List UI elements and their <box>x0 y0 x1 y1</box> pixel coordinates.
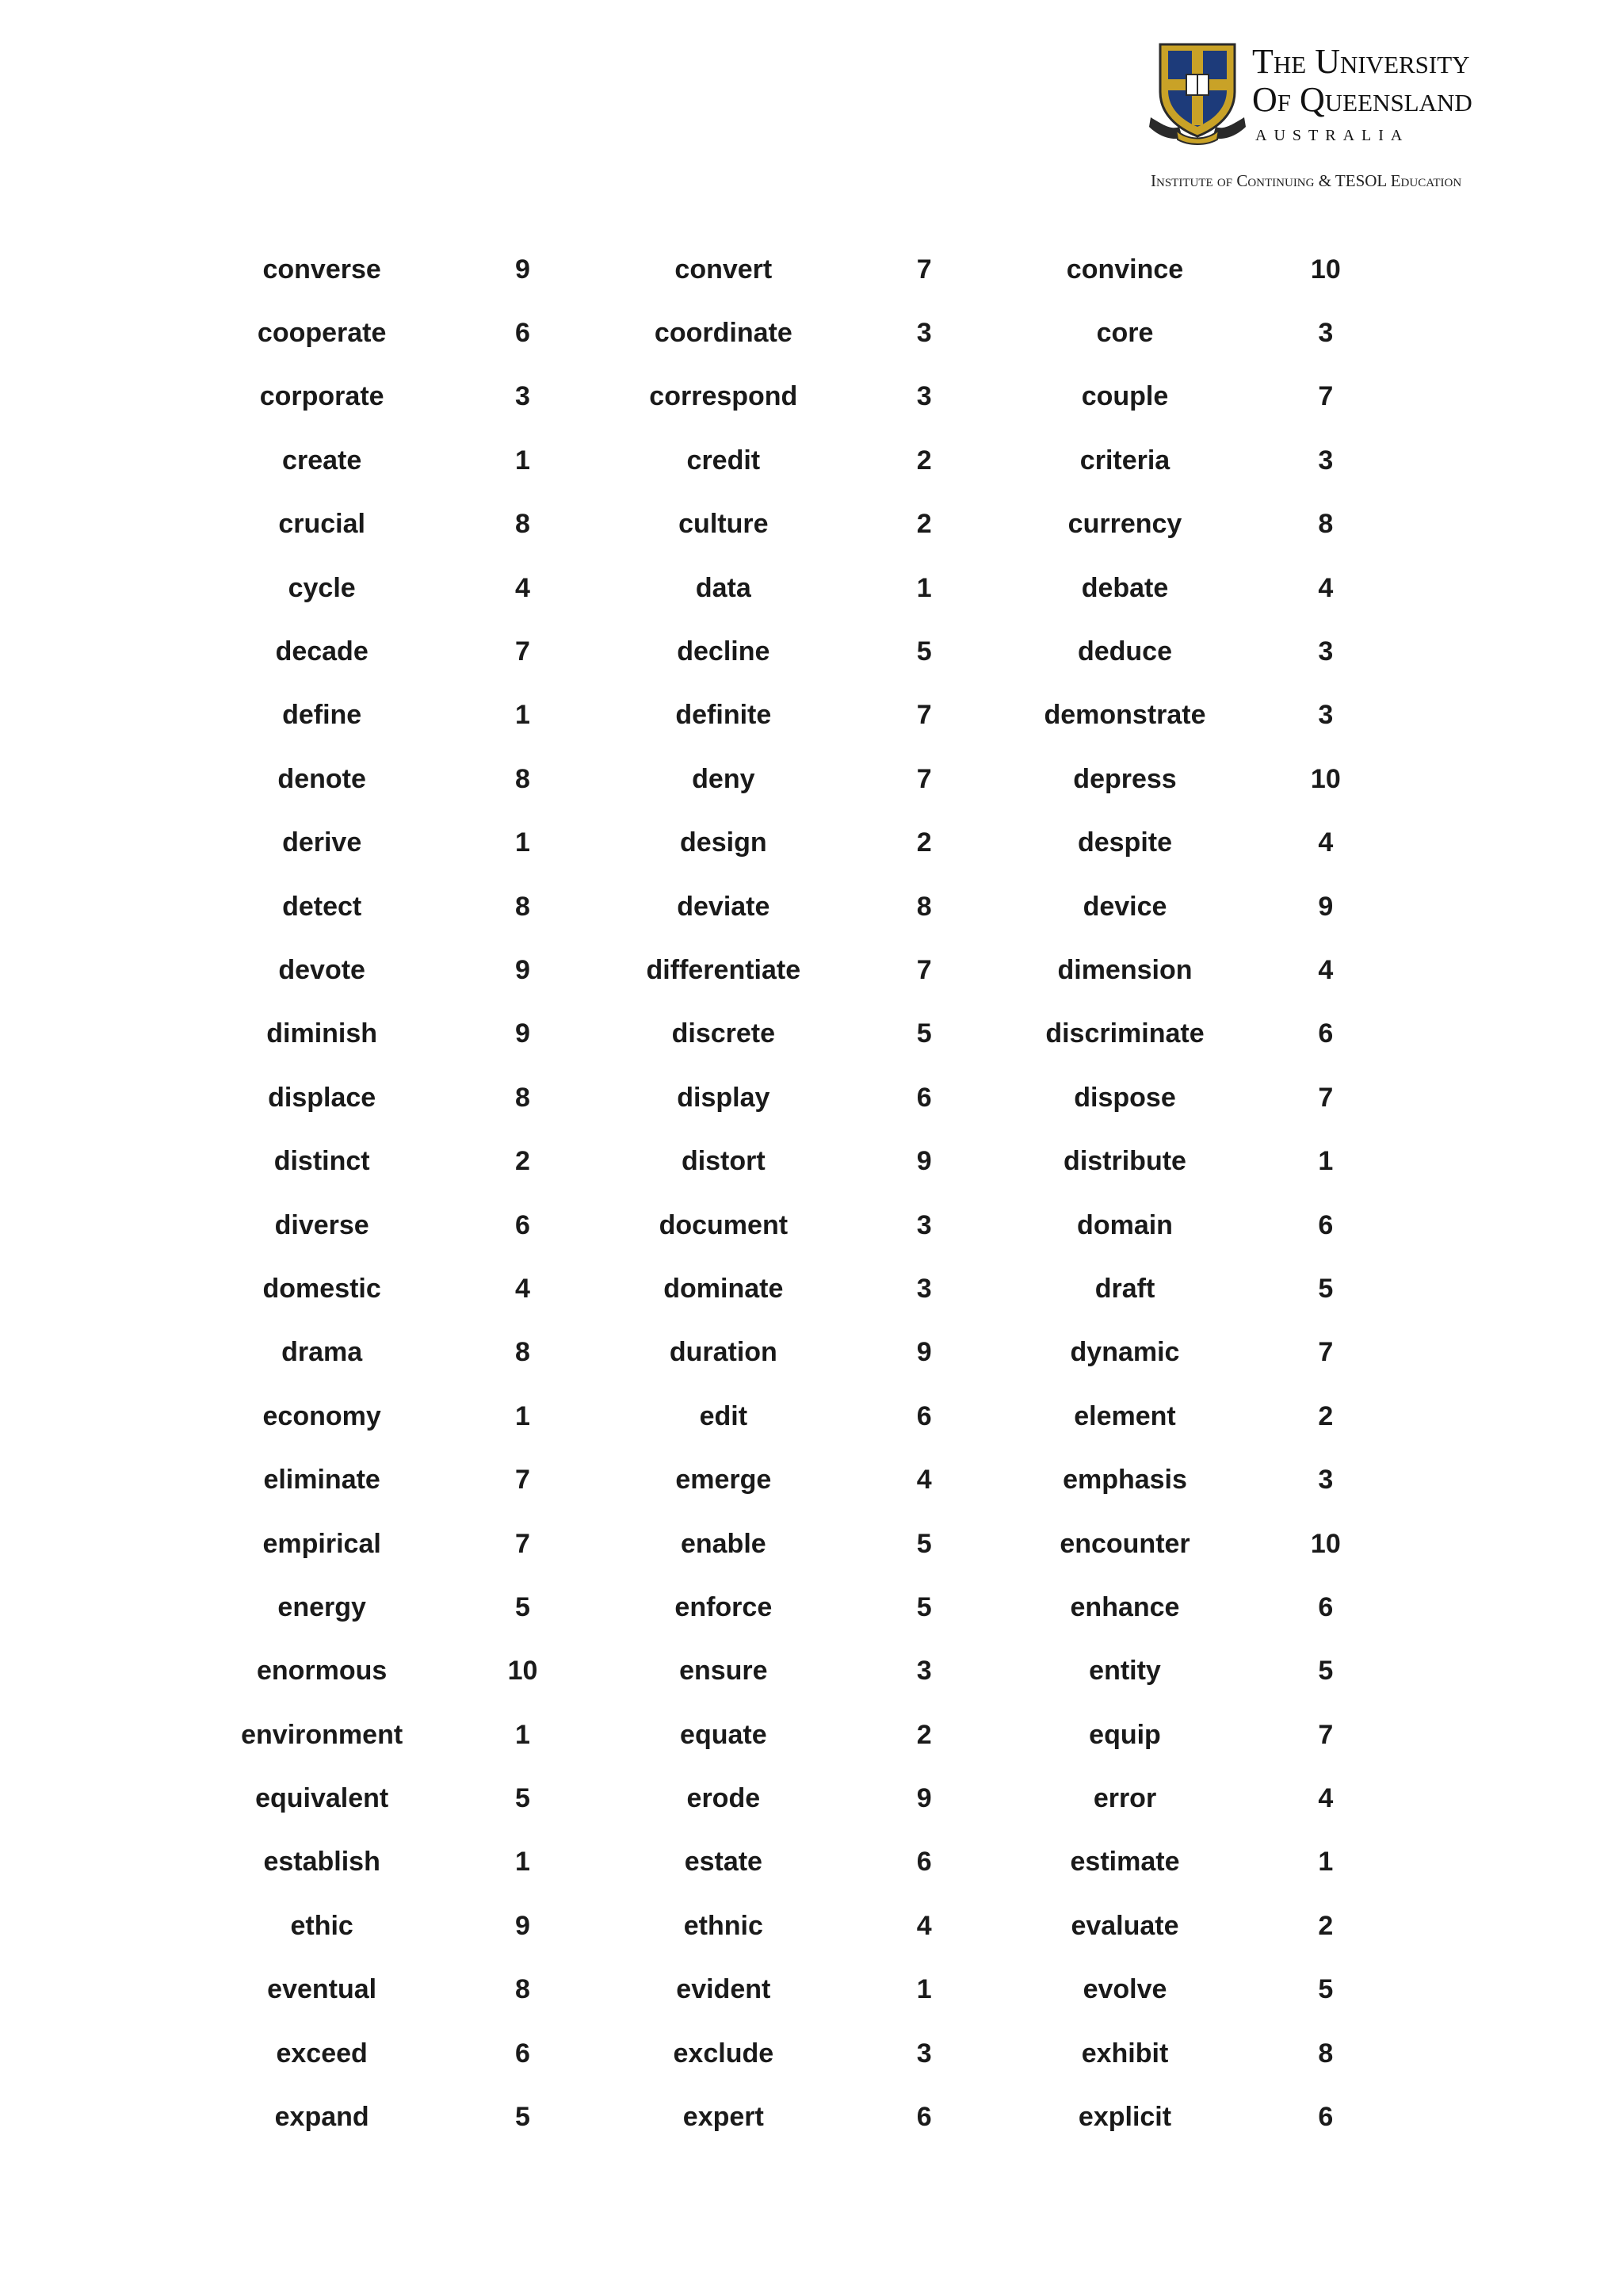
sublist-number-cell: 1 <box>515 445 530 476</box>
word-cell: convince <box>1066 254 1184 285</box>
word-cell: dispose <box>1074 1082 1176 1113</box>
sublist-number-cell: 5 <box>916 1018 932 1049</box>
sublist-number-cell: 7 <box>916 700 932 731</box>
university-header <box>1148 41 1512 200</box>
sublist-number-cell: 4 <box>1318 1783 1334 1814</box>
table-row <box>206 620 1411 683</box>
word-cell: edit <box>699 1400 748 1431</box>
sublist-number-cell: 7 <box>515 636 530 667</box>
word-cell: enforce <box>674 1591 773 1622</box>
word-cell: device <box>1083 891 1167 922</box>
word-cell: ensure <box>679 1656 768 1687</box>
sublist-number-cell: 8 <box>515 891 530 922</box>
sublist-number-cell: 1 <box>515 1847 530 1878</box>
table-row <box>206 2085 1411 2149</box>
sublist-number-cell: 3 <box>916 381 932 412</box>
sublist-number-cell: 1 <box>515 700 530 731</box>
word-cell: despite <box>1077 827 1173 858</box>
sublist-number-cell: 3 <box>916 1273 932 1304</box>
sublist-number-cell: 2 <box>916 445 932 476</box>
sublist-number-cell: 6 <box>1318 2102 1334 2133</box>
word-cell: enhance <box>1070 1591 1180 1622</box>
sublist-number-cell: 7 <box>1318 1082 1334 1113</box>
word-cell: exceed <box>276 2038 368 2069</box>
sublist-number-cell: 9 <box>916 1146 932 1177</box>
word-cell: cooperate <box>257 318 387 349</box>
word-cell: convert <box>674 254 773 285</box>
table-row <box>206 1321 1411 1385</box>
word-cell: distinct <box>273 1146 370 1177</box>
table-row <box>206 493 1411 556</box>
sublist-number-cell: 3 <box>1318 636 1334 667</box>
word-cell: error <box>1093 1783 1157 1814</box>
sublist-number-cell: 7 <box>916 954 932 985</box>
word-cell: detect <box>282 891 362 922</box>
sublist-number-cell: 4 <box>1318 954 1334 985</box>
sublist-number-cell: 5 <box>916 1528 932 1559</box>
sublist-number-cell: 7 <box>916 763 932 794</box>
sublist-number-cell: 6 <box>916 1847 932 1878</box>
sublist-number-cell: 7 <box>916 254 932 285</box>
sublist-number-cell: 9 <box>916 1783 932 1814</box>
sublist-number-cell: 3 <box>515 381 530 412</box>
sublist-number-cell: 2 <box>916 509 932 540</box>
word-cell: establish <box>263 1847 380 1878</box>
word-cell: dimension <box>1057 954 1193 985</box>
word-cell: deduce <box>1077 636 1173 667</box>
sublist-number-cell: 5 <box>1318 1273 1334 1304</box>
table-row <box>206 1512 1411 1576</box>
word-cell: derive <box>282 827 362 858</box>
sublist-number-cell: 9 <box>916 1337 932 1368</box>
sublist-number-cell: 4 <box>916 1910 932 1941</box>
word-cell: dominate <box>663 1273 784 1304</box>
word-cell: distort <box>681 1146 766 1177</box>
sublist-number-cell: 9 <box>515 954 530 985</box>
word-cell: empirical <box>262 1528 381 1559</box>
word-cell: erode <box>686 1783 761 1814</box>
word-cell: demonstrate <box>1044 700 1206 731</box>
table-row <box>206 938 1411 1002</box>
word-cell: eventual <box>267 1974 377 2005</box>
word-cell: economy <box>262 1400 381 1431</box>
word-cell: equip <box>1089 1719 1161 1750</box>
word-cell: estate <box>684 1847 762 1878</box>
university-country: AUSTRALIA <box>1255 127 1410 144</box>
table-row <box>206 1831 1411 1894</box>
table-row <box>206 1576 1411 1639</box>
sublist-number-cell: 4 <box>916 1465 932 1496</box>
table-row <box>206 1003 1411 1066</box>
word-cell: correspond <box>649 381 798 412</box>
sublist-number-cell: 6 <box>916 1082 932 1113</box>
word-cell: discriminate <box>1045 1018 1205 1049</box>
word-cell: exhibit <box>1081 2038 1169 2069</box>
word-cell: decline <box>677 636 770 667</box>
table-row <box>206 2022 1411 2085</box>
sublist-number-cell: 2 <box>1318 1910 1334 1941</box>
word-cell: duration <box>669 1337 777 1368</box>
university-name-line1: The University <box>1252 42 1470 81</box>
word-cell: diminish <box>266 1018 378 1049</box>
sublist-number-cell: 5 <box>1318 1974 1334 2005</box>
sublist-number-cell: 1 <box>1318 1847 1334 1878</box>
sublist-number-cell: 1 <box>916 1974 932 2005</box>
word-cell: corporate <box>259 381 384 412</box>
sublist-number-cell: 6 <box>1318 1591 1334 1622</box>
sublist-number-cell: 8 <box>1318 2038 1334 2069</box>
word-cell: element <box>1074 1400 1176 1431</box>
sublist-number-cell: 7 <box>1318 381 1334 412</box>
table-row <box>206 1385 1411 1448</box>
sublist-number-cell: 6 <box>1318 1018 1334 1049</box>
university-crest-logo <box>1148 41 1247 146</box>
word-cell: devote <box>278 954 365 985</box>
table-row <box>206 1448 1411 1511</box>
word-cell: data <box>695 572 751 603</box>
sublist-number-cell: 3 <box>1318 1465 1334 1496</box>
sublist-number-cell: 9 <box>1318 891 1334 922</box>
word-cell: estimate <box>1070 1847 1180 1878</box>
sublist-number-cell: 8 <box>515 1337 530 1368</box>
word-cell: ethic <box>290 1910 353 1941</box>
sublist-number-cell: 3 <box>1318 318 1334 349</box>
word-cell: criteria <box>1079 445 1170 476</box>
word-list-table <box>206 238 1411 2149</box>
sublist-number-cell: 6 <box>515 318 530 349</box>
table-row <box>206 1703 1411 1767</box>
word-cell: expert <box>682 2102 764 2133</box>
sublist-number-cell: 3 <box>916 1209 932 1240</box>
sublist-number-cell: 6 <box>515 1209 530 1240</box>
table-row <box>206 1194 1411 1257</box>
word-cell: expand <box>274 2102 369 2133</box>
sublist-number-cell: 5 <box>515 2102 530 2133</box>
table-row <box>206 301 1411 365</box>
word-cell: enormous <box>256 1656 388 1687</box>
sublist-number-cell: 1 <box>1318 1146 1334 1177</box>
sublist-number-cell: 8 <box>916 891 932 922</box>
word-cell: credit <box>686 445 761 476</box>
word-cell: emerge <box>675 1465 772 1496</box>
word-cell: explicit <box>1078 2102 1172 2133</box>
table-row <box>206 875 1411 938</box>
word-cell: denote <box>277 763 366 794</box>
table-row <box>206 684 1411 747</box>
table-row <box>206 1129 1411 1193</box>
sublist-number-cell: 9 <box>515 254 530 285</box>
sublist-number-cell: 4 <box>1318 572 1334 603</box>
sublist-number-cell: 7 <box>1318 1719 1334 1750</box>
sublist-number-cell: 1 <box>515 827 530 858</box>
word-cell: cycle <box>288 572 356 603</box>
word-cell: equivalent <box>255 1783 389 1814</box>
sublist-number-cell: 2 <box>916 827 932 858</box>
sublist-number-cell: 4 <box>515 572 530 603</box>
sublist-number-cell: 8 <box>515 1974 530 2005</box>
sublist-number-cell: 10 <box>1310 254 1341 285</box>
word-cell: distribute <box>1064 1146 1186 1177</box>
word-cell: deny <box>692 763 755 794</box>
word-cell: core <box>1096 318 1154 349</box>
sublist-number-cell: 2 <box>916 1719 932 1750</box>
word-cell: culture <box>678 509 769 540</box>
table-row <box>206 1257 1411 1320</box>
sublist-number-cell: 1 <box>515 1400 530 1431</box>
word-cell: currency <box>1067 509 1182 540</box>
sublist-number-cell: 4 <box>515 1273 530 1304</box>
sublist-number-cell: 4 <box>1318 827 1334 858</box>
table-row <box>206 747 1411 811</box>
table-row <box>206 1894 1411 1958</box>
word-cell: drama <box>281 1337 363 1368</box>
sublist-number-cell: 7 <box>515 1465 530 1496</box>
word-cell: ethnic <box>683 1910 763 1941</box>
sublist-number-cell: 7 <box>515 1528 530 1559</box>
sublist-number-cell: 2 <box>1318 1400 1334 1431</box>
word-cell: display <box>677 1082 770 1113</box>
word-cell: depress <box>1073 763 1177 794</box>
table-row <box>206 238 1411 301</box>
institute-name: Institute of Continuing & TESOL Education <box>1151 171 1462 190</box>
sublist-number-cell: 9 <box>515 1910 530 1941</box>
sublist-number-cell: 10 <box>1310 1528 1341 1559</box>
word-cell: converse <box>262 254 381 285</box>
word-cell: domain <box>1077 1209 1173 1240</box>
word-cell: definite <box>675 700 772 731</box>
sublist-number-cell: 3 <box>916 2038 932 2069</box>
word-cell: entity <box>1089 1656 1161 1687</box>
word-cell: evolve <box>1083 1974 1167 2005</box>
sublist-number-cell: 6 <box>916 2102 932 2133</box>
table-row <box>206 556 1411 620</box>
word-cell: couple <box>1081 381 1169 412</box>
sublist-number-cell: 1 <box>916 572 932 603</box>
sublist-number-cell: 3 <box>916 318 932 349</box>
word-cell: design <box>680 827 767 858</box>
word-cell: domestic <box>262 1273 381 1304</box>
word-cell: differentiate <box>646 954 801 985</box>
sublist-number-cell: 5 <box>515 1783 530 1814</box>
word-cell: equate <box>680 1719 767 1750</box>
word-cell: dynamic <box>1070 1337 1180 1368</box>
word-cell: eliminate <box>263 1465 380 1496</box>
university-name <box>1252 43 1472 119</box>
sublist-number-cell: 2 <box>515 1146 530 1177</box>
word-cell: decade <box>275 636 369 667</box>
sublist-number-cell: 7 <box>1318 1337 1334 1368</box>
table-row <box>206 429 1411 492</box>
sublist-number-cell: 8 <box>515 1082 530 1113</box>
word-cell: discrete <box>671 1018 776 1049</box>
word-cell: evaluate <box>1071 1910 1179 1941</box>
sublist-number-cell: 8 <box>515 763 530 794</box>
sublist-number-cell: 10 <box>1310 763 1341 794</box>
word-cell: debate <box>1081 572 1169 603</box>
word-cell: environment <box>241 1719 403 1750</box>
table-row <box>206 365 1411 429</box>
word-cell: define <box>282 700 362 731</box>
word-cell: exclude <box>673 2038 774 2069</box>
word-cell: diverse <box>274 1209 369 1240</box>
word-cell: document <box>659 1209 789 1240</box>
sublist-number-cell: 6 <box>1318 1209 1334 1240</box>
table-row <box>206 1640 1411 1703</box>
word-cell: displace <box>268 1082 376 1113</box>
word-cell: enable <box>680 1528 766 1559</box>
sublist-number-cell: 5 <box>1318 1656 1334 1687</box>
sublist-number-cell: 5 <box>916 636 932 667</box>
table-row <box>206 1066 1411 1129</box>
sublist-number-cell: 9 <box>515 1018 530 1049</box>
sublist-number-cell: 5 <box>916 1591 932 1622</box>
word-cell: deviate <box>677 891 770 922</box>
word-cell: emphasis <box>1063 1465 1187 1496</box>
word-cell: create <box>282 445 362 476</box>
sublist-number-cell: 3 <box>1318 700 1334 731</box>
sublist-number-cell: 8 <box>1318 509 1334 540</box>
sublist-number-cell: 3 <box>916 1656 932 1687</box>
sublist-number-cell: 1 <box>515 1719 530 1750</box>
university-name-line2: Of Queensland <box>1252 80 1472 119</box>
word-cell: evident <box>676 1974 771 2005</box>
word-cell: encounter <box>1060 1528 1190 1559</box>
word-cell: draft <box>1094 1273 1155 1304</box>
sublist-number-cell: 8 <box>515 509 530 540</box>
word-cell: crucial <box>278 509 365 540</box>
sublist-number-cell: 10 <box>507 1656 538 1687</box>
sublist-number-cell: 6 <box>515 2038 530 2069</box>
table-row <box>206 1958 1411 2022</box>
word-cell: energy <box>277 1591 366 1622</box>
table-row <box>206 1767 1411 1830</box>
sublist-number-cell: 5 <box>515 1591 530 1622</box>
word-cell: coordinate <box>654 318 792 349</box>
table-row <box>206 812 1411 875</box>
sublist-number-cell: 6 <box>916 1400 932 1431</box>
sublist-number-cell: 3 <box>1318 445 1334 476</box>
